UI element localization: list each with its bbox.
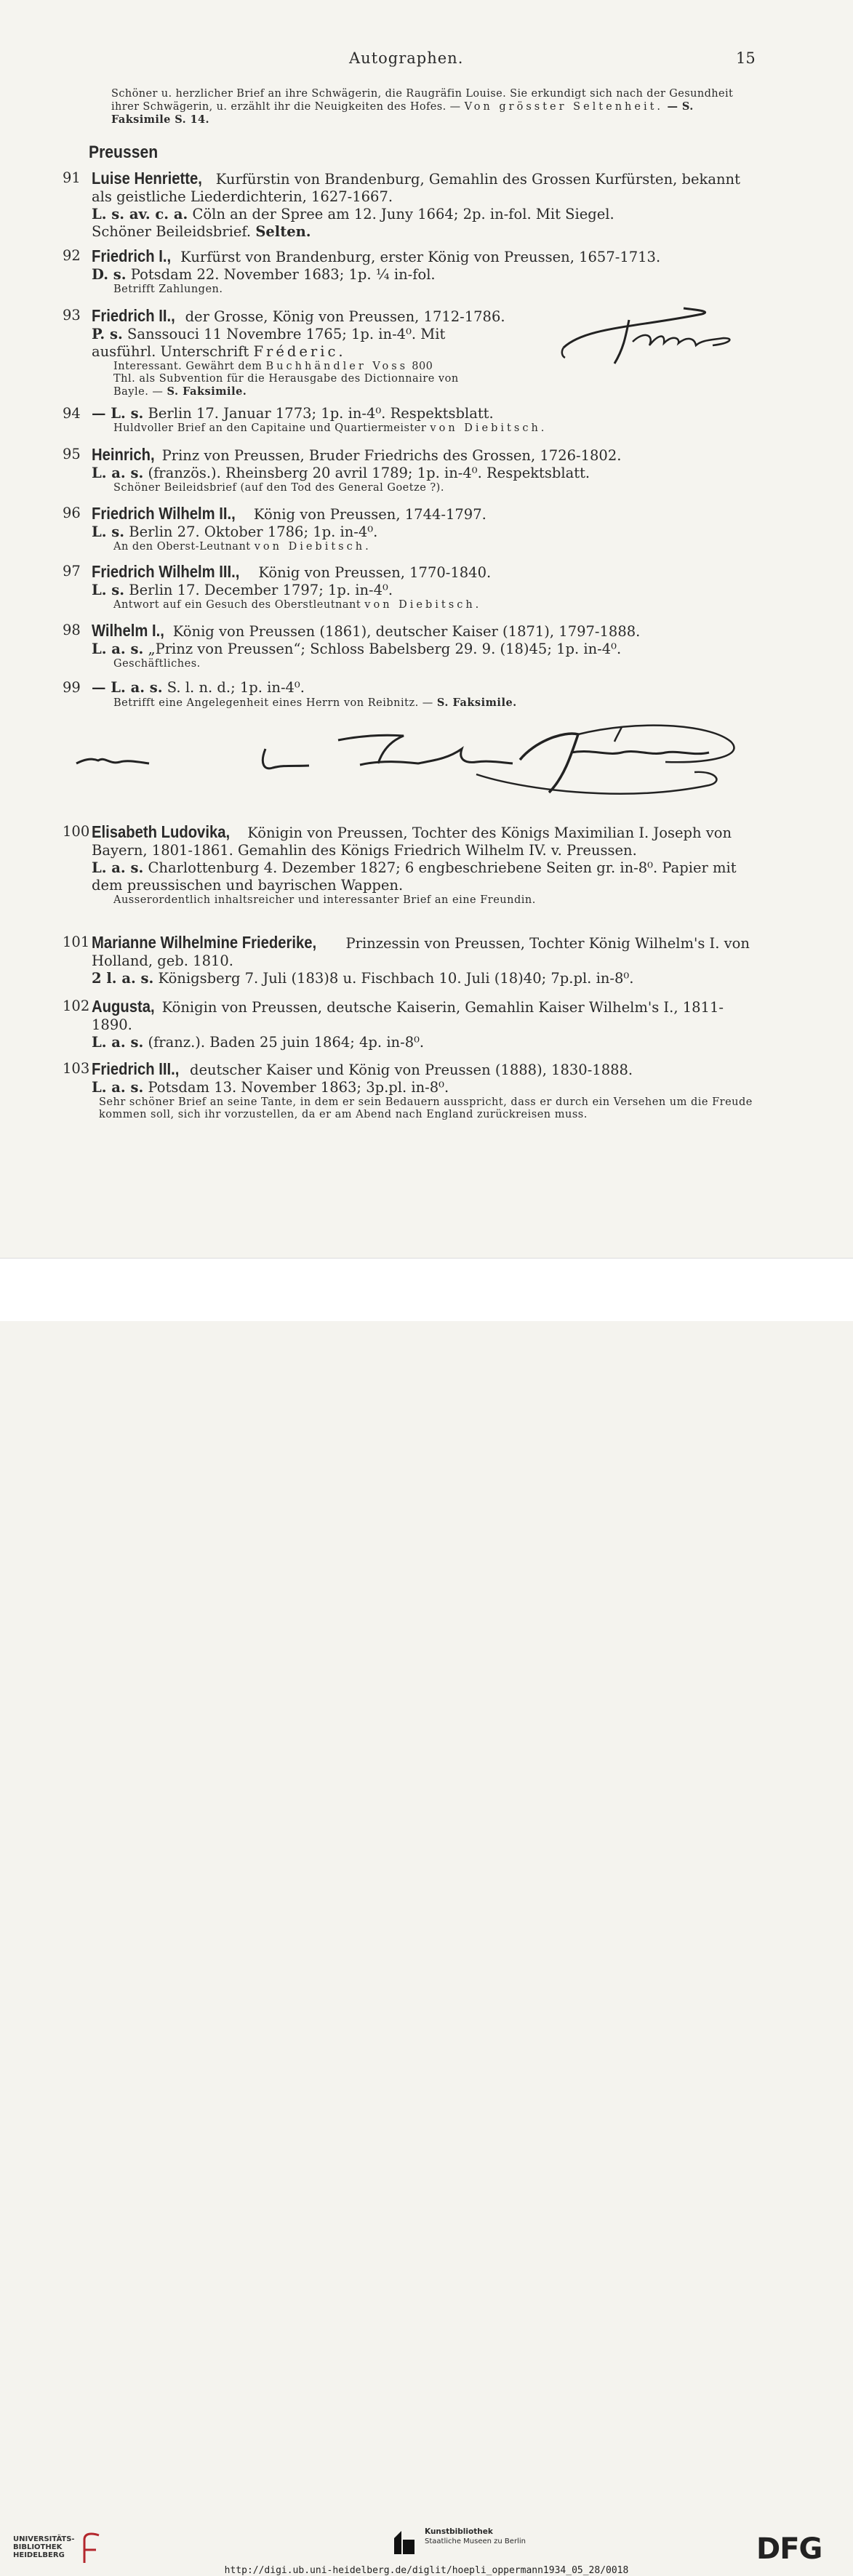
kunstbibliothek-logo-icon — [393, 2529, 419, 2556]
entry-name: Augusta, — [92, 997, 155, 1016]
intro-note: Schöner u. herzlicher Brief an ihre Schwägerin, die Raugräfin Louise. Sie erkundigt sich nach der Gesundheit ihrer Schwägerin, u. erzählt ihr die Neuigkeiten des Hofes. — Von grösster Seltenheit. — S. Faksimile S. 14. — [111, 88, 734, 126]
catalog-entry: 93 Friedrich II., der Grosse, König von Preussen, 1712-1786. P. s. Sanssouci 11 Novembre 1765; 1p. in-4⁰. Mit ausführl. Unterschrift Fréderic. Interessant. Gewährt dem Buchhändler Voss 800 Thl. als Subvention für die Herausgabe des Dictionnaire von Bayle. — S. Faksimile. — [63, 306, 505, 398]
catalog-entry: 95 Heinrich, Prinz von Preussen, Bruder Friedrichs des Grossen, 1726-1802. L. a. s. (französ.). Rheinsberg 20 avril 1789; 1p. in-4⁰. Respektsblatt. Schöner Beileidsbrief (auf den Tod des General Goetze ?). — [63, 445, 622, 494]
catalog-entry: 96 Friedrich Wilhelm II., König von Preussen, 1744-1797. L. s. Berlin 27. Oktober 1786; 1p. in-4⁰. An den Oberst-Leutnant von Diebitsch. — [63, 504, 486, 553]
source-url[interactable]: http://digi.ub.uni-heidelberg.de/diglit/hoepli_oppermann1934_05_28/0018 — [224, 2565, 629, 2576]
heidelberg-logo-icon — [80, 2531, 105, 2564]
entry-number: 103 — [63, 1060, 90, 1077]
entry-number: 98 — [63, 622, 81, 638]
catalog-entry: 101 Marianne Wilhelmine Friederike, Prinzessin von Preussen, Tochter König Wilhelm's I. von Holland, geb. 1810. 2 l. a. s. Königsberg 7. Juli (183)8 u. Fischbach 10. Juli (18)40; 7p.pl. in-8⁰. — [63, 933, 750, 987]
entry-name: Heinrich, — [92, 445, 155, 464]
kunstbibliothek-label: Kunstbibliothek Staatliche Museen zu Berlin — [425, 2527, 526, 2545]
entry-name: Friedrich I., — [92, 246, 172, 265]
catalog-entry: 103 Friedrich III., deutscher Kaiser und König von Preussen (1888), 1830-1888. L. a. s. Potsdam 13. November 1863; 3p.pl. in-8⁰. Sehr schöner Brief an seine Tante, in dem er sein Bedauern ausspricht, dass er durch ein Versehen um die Freude kommen soll, sich ihr vorzustellen, da er am Abend nach England zurückreisen muss. — [63, 1059, 753, 1120]
entry-name: Friedrich Wilhelm III., — [92, 562, 240, 581]
page-number: 15 — [736, 49, 756, 67]
entry-number: 95 — [63, 446, 81, 462]
entry-name: Elisabeth Ludovika, — [92, 822, 231, 841]
entry-name: Wilhelm I., — [92, 621, 164, 640]
catalog-entry: 92 Friedrich I., Kurfürst von Brandenburg, erster König von Preussen, 1657-1713. D. s. Potsdam 22. November 1683; 1p. ¼ in-fol. Betrifft Zahlungen. — [63, 246, 661, 295]
catalog-entry: 99 — L. a. s. S. l. n. d.; 1p. in-4⁰. Betrifft eine Angelegenheit eines Herrn von Reibnitz. — S. Faksimile. — [63, 679, 517, 709]
entry-name: Friedrich Wilhelm II., — [92, 504, 236, 523]
entry-name: Marianne Wilhelmine Friederike, — [92, 933, 317, 952]
entry-number: 99 — [63, 679, 81, 696]
dfg-logo: DFG — [756, 2532, 822, 2566]
entry-number: 100 — [63, 823, 90, 840]
running-header — [0, 49, 853, 68]
digitization-footer — [0, 1258, 853, 2576]
document-page — [0, 0, 853, 1258]
entry-number: 96 — [63, 505, 81, 521]
catalog-entry: 98 Wilhelm I., König von Preussen (1861), deutscher Kaiser (1871), 1797-1888. L. a. s. „Prinz von Preussen“; Schloss Babelsberg 29. 9. (18)45; 1p. in-4⁰. Geschäftliches. — [63, 621, 641, 670]
signature-wilhelm-facsimile — [69, 720, 745, 814]
heidelberg-library-logo: UNIVERSITÄTS- BIBLIOTHEK HEIDELBERG — [13, 2535, 75, 2559]
entry-number: 97 — [63, 563, 81, 579]
entry-number: 93 — [63, 307, 81, 324]
entry-number: 92 — [63, 247, 81, 264]
entry-number: 102 — [63, 998, 90, 1014]
section-heading: Preussen — [89, 143, 159, 162]
page-title: Autographen. — [349, 49, 464, 67]
entry-name: Friedrich II., — [92, 306, 175, 325]
catalog-entry: 97 Friedrich Wilhelm III., König von Preussen, 1770-1840. L. s. Berlin 17. December 1797; 1p. in-4⁰. Antwort auf ein Gesuch des Oberstleutnant von Diebitsch. — [63, 562, 492, 611]
entry-number: 101 — [63, 934, 90, 950]
catalog-entry: 100 Elisabeth Ludovika, Königin von Preussen, Tochter des Königs Maximilian I. Joseph von Bayern, 1801-1861. Gemahlin des Königs Friedrich Wilhelm IV. v. Preussen. L. a. s. Charlottenburg 4. Dezember 1827; 6 engbeschriebene Seiten gr. in-8⁰. Papier mit dem preussischen und bayrischen Wappen. Ausserordentlich inhaltsreicher und interessanter Brief an eine Freundin. — [63, 822, 737, 906]
entry-name: Friedrich III., — [92, 1059, 180, 1078]
catalog-entry: 91 Luise Henriette, Kurfürstin von Brandenburg, Gemahlin des Grossen Kurfürsten, bekannt als geistliche Liederdichterin, 1627-1667. L. s. av. c. a. Cöln an der Spree am 12. Juny 1664; 2p. in-fol. Mit Siegel. Schöner Beileidsbrief. Selten. — [63, 169, 740, 240]
entry-number: 91 — [63, 169, 81, 186]
entry-name: Luise Henriette, — [92, 169, 202, 188]
catalog-entry: 102 Augusta, Königin von Preussen, deutsche Kaiserin, Gemahlin Kaiser Wilhelm's I., 1811-1890. L. a. s. (franz.). Baden 25 juin 1864; 4p. in-8⁰. — [63, 997, 724, 1051]
catalog-entry: 94 — L. s. Berlin 17. Januar 1773; 1p. in-4⁰. Respektsblatt. Huldvoller Brief an den Capitaine und Quartiermeister von Diebitsch. — [63, 405, 548, 434]
signature-frederic-facsimile — [556, 305, 745, 371]
entry-number: 94 — [63, 405, 81, 422]
